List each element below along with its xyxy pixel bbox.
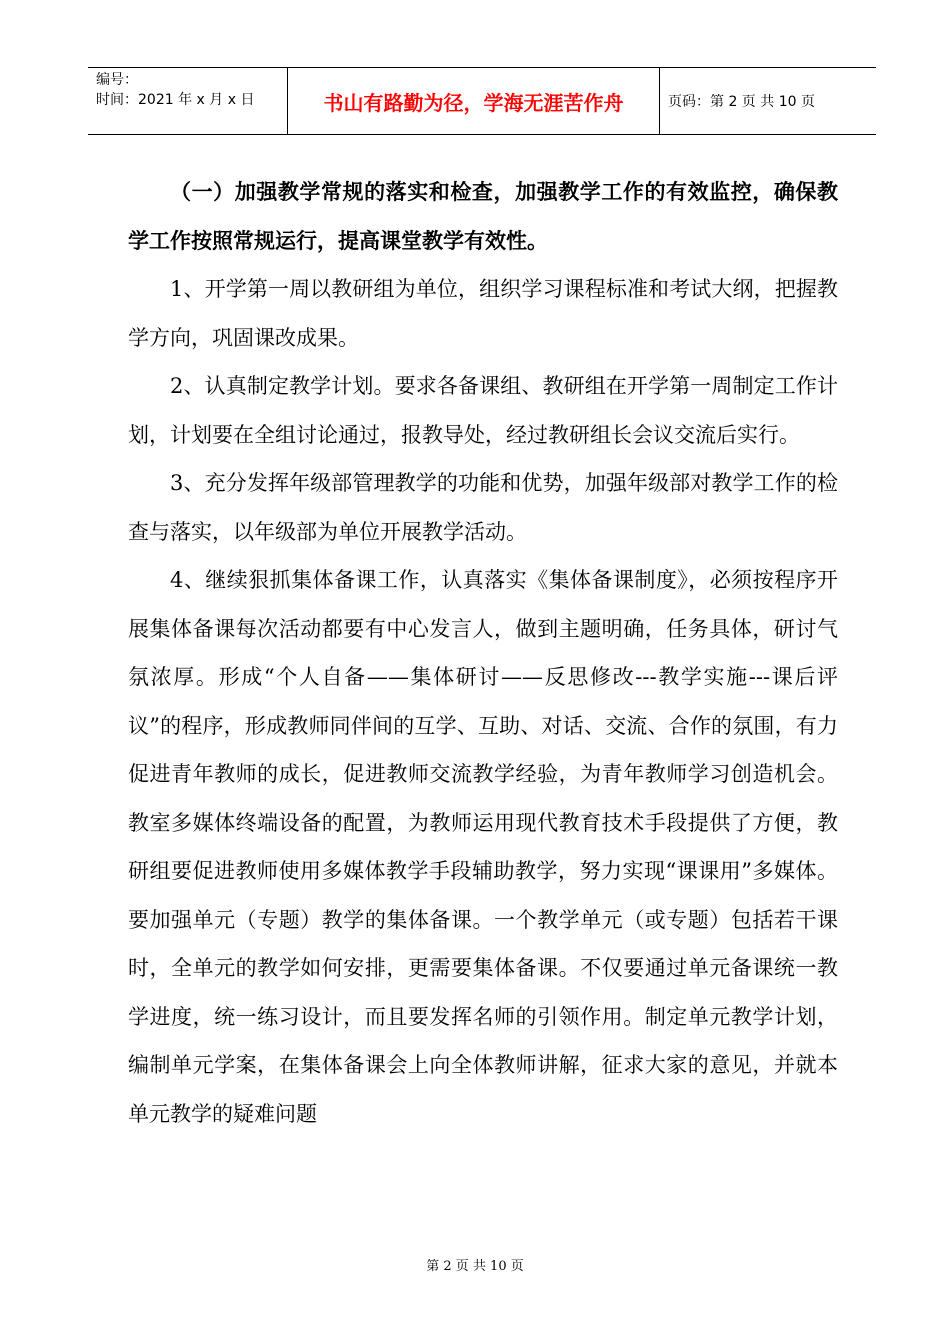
header-page-info: 页码：第 2 页 共 10 页 bbox=[668, 94, 815, 110]
page-header bbox=[88, 67, 876, 135]
document-number: 编号： bbox=[96, 72, 138, 88]
paragraph-4: 4、继续狠抓集体备课工作，认真落实《集体备课制度》，必须按程序开展集体备课每次活动都要有中心发言人，做到主题明确，任务具体，研讨气氛浓厚。形成“个人自备——集体研讨——反思修改---教学实施---课后评议”的程序，形成教师同伴间的互学、互助、对话、交流、合作的氛围，有力促进青年教师的成长，促进教师交流教学经验，为青年教师学习创造机会。教室多媒体终端设备的配置，为教师运用现代教育技术手段提供了方便，教研组要促进教师使用多媒体教学手段辅助教学，努力实现“课课用”多媒体。要加强单元（专题）教学的集体备课。一个教学单元（或专题）包括若干课时，全单元的教学如何安排，更需要集体备课。不仅要通过单元备课统一教学进度，统一练习设计，而且要发挥名师的引领作用。制定单元教学计划，编制单元学案，在集体备课会上向全体教师讲解，征求大家的意见，并就本单元教学的疑难问题 bbox=[128, 568, 838, 1126]
paragraph-2: 2、认真制定教学计划。要求各备课组、教研组在开学第一周制定工作计划，计划要在全组讨论通过，报教导处，经过教研组长会议交流后实行。 bbox=[128, 374, 838, 447]
paragraph-1: 1、开学第一周以教研组为单位，组织学习课程标准和考试大纲，把握教学方向，巩固课改成果。 bbox=[128, 277, 838, 350]
document-time: 时间：2021 年 x 月 x 日 bbox=[96, 92, 255, 108]
paragraph-3: 3、充分发挥年级部管理教学的功能和优势，加强年级部对教学工作的检查与落实，以年级部为单位开展教学活动。 bbox=[128, 471, 838, 544]
section-heading: （一）加强教学常规的落实和检查，加强教学工作的有效监控，确保教学工作按照常规运行，提高课堂教学有效性。 bbox=[128, 179, 838, 253]
document-body bbox=[128, 168, 838, 1138]
header-motto: 书山有路勤为径，学海无涯苦作舟 bbox=[288, 68, 660, 134]
page-footer: 第 2 页 共 10 页 bbox=[426, 1259, 524, 1274]
header-meta bbox=[88, 68, 288, 134]
